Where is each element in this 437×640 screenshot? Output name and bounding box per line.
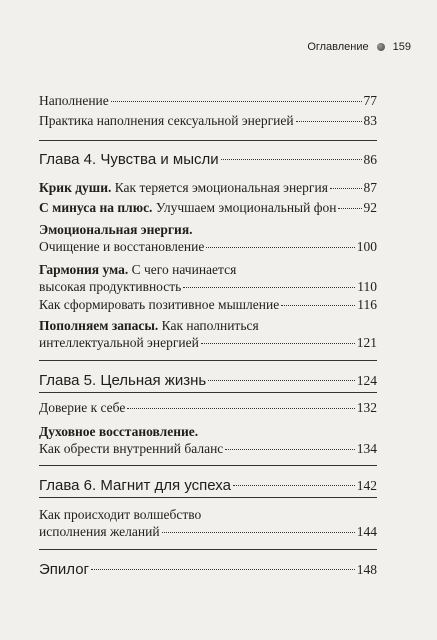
- toc-entry-title: Как теряется эмоциональная энергия: [114, 180, 328, 195]
- toc-entry-page: 116: [357, 297, 377, 312]
- page-header: [307, 41, 411, 53]
- toc-entry-page: 132: [356, 400, 377, 415]
- toc-entry-bold: Пополняем запасы.: [39, 318, 159, 333]
- chapter-title: Глава 5. Цельная жизнь: [39, 372, 207, 389]
- toc-entry-page: 121: [356, 335, 377, 350]
- toc-entry-title: Как сформировать позитивное мышление: [39, 297, 280, 312]
- toc-entry-page: 83: [363, 113, 377, 128]
- toc-entry[interactable]: [39, 423, 377, 457]
- toc-entry-title: Очищение и восстановление: [39, 239, 205, 254]
- divider: [39, 140, 377, 141]
- toc-entry-title: Как происходит волшебство: [39, 507, 202, 522]
- leader-dots: [330, 188, 362, 189]
- leader-dots: [225, 449, 354, 450]
- chapter-heading[interactable]: [39, 476, 377, 495]
- toc-entry-page: 100: [356, 239, 377, 254]
- leader-dots: [162, 532, 355, 533]
- chapter-heading[interactable]: [39, 150, 377, 169]
- leader-dots: [183, 287, 355, 288]
- toc-entry-title: С чего начинается: [131, 262, 237, 277]
- toc-entry-page: 87: [363, 180, 377, 195]
- page-number: 159: [392, 41, 411, 53]
- chapter-page: 148: [356, 562, 377, 577]
- toc-entry[interactable]: [39, 221, 377, 255]
- chapter-page: 124: [356, 373, 377, 388]
- toc-entry-title: Наполнение: [39, 93, 109, 108]
- toc-entry[interactable]: [39, 399, 377, 416]
- chapter-heading[interactable]: [39, 371, 377, 390]
- divider: [39, 392, 377, 393]
- chapter-title: Глава 6. Магнит для успеха: [39, 477, 231, 494]
- toc-entry-page: 134: [356, 441, 377, 456]
- toc-entry[interactable]: [39, 296, 377, 313]
- leader-dots: [296, 121, 362, 122]
- leader-dots: [208, 380, 355, 381]
- toc-entry-bold: Эмоциональная энергия.: [39, 222, 193, 237]
- toc-entry-page: 77: [363, 93, 377, 108]
- toc-entry-title: Улучшаем эмоциональный фон: [155, 200, 337, 215]
- toc-entry[interactable]: [39, 112, 377, 129]
- chapter-page: 86: [363, 152, 377, 167]
- leader-dots: [91, 569, 355, 570]
- toc-entry-bold: Крик души.: [39, 180, 112, 195]
- ornament-icon: [377, 43, 385, 51]
- toc-entry-title: Доверие к себе: [39, 400, 126, 415]
- leader-dots: [281, 305, 355, 306]
- leader-dots: [233, 485, 355, 486]
- toc-entry-title-cont: высокая продуктивность: [39, 279, 182, 294]
- toc-entry[interactable]: [39, 199, 377, 216]
- toc-entry-title: Как обрести внутренний баланс: [39, 441, 224, 456]
- chapter-page: 142: [356, 478, 377, 493]
- toc-entry-page: 110: [357, 279, 377, 294]
- leader-dots: [338, 208, 361, 209]
- toc-entry[interactable]: [39, 261, 377, 295]
- toc-entry-title: Практика наполнения сексуальной энергией: [39, 113, 294, 128]
- chapter-title: Эпилог: [39, 561, 90, 578]
- leader-dots: [206, 247, 354, 248]
- toc-entry-page: 144: [356, 524, 377, 539]
- divider: [39, 360, 377, 361]
- section-title: Оглавление: [307, 41, 369, 53]
- toc-entry[interactable]: [39, 92, 377, 109]
- toc-entry-bold: С минуса на плюс.: [39, 200, 153, 215]
- chapter-heading[interactable]: [39, 560, 377, 579]
- toc-entry-bold: Духовное восстановление.: [39, 424, 199, 439]
- toc-entry-title: Как наполниться: [161, 318, 259, 333]
- chapter-title: Глава 4. Чувства и мысли: [39, 151, 219, 168]
- toc-entry-title-cont: исполнения желаний: [39, 524, 160, 539]
- toc-entry-title-cont: интеллектуальной энергией: [39, 335, 199, 350]
- divider: [39, 549, 377, 550]
- toc-entry-page: 92: [363, 200, 377, 215]
- leader-dots: [201, 343, 355, 344]
- leader-dots: [221, 159, 362, 160]
- toc-entry[interactable]: [39, 317, 377, 351]
- toc-entry-bold: Гармония ума.: [39, 262, 129, 277]
- divider: [39, 465, 377, 466]
- toc-entry[interactable]: [39, 179, 377, 196]
- divider: [39, 497, 377, 498]
- toc-entry[interactable]: [39, 506, 377, 540]
- leader-dots: [111, 101, 362, 102]
- leader-dots: [127, 408, 354, 409]
